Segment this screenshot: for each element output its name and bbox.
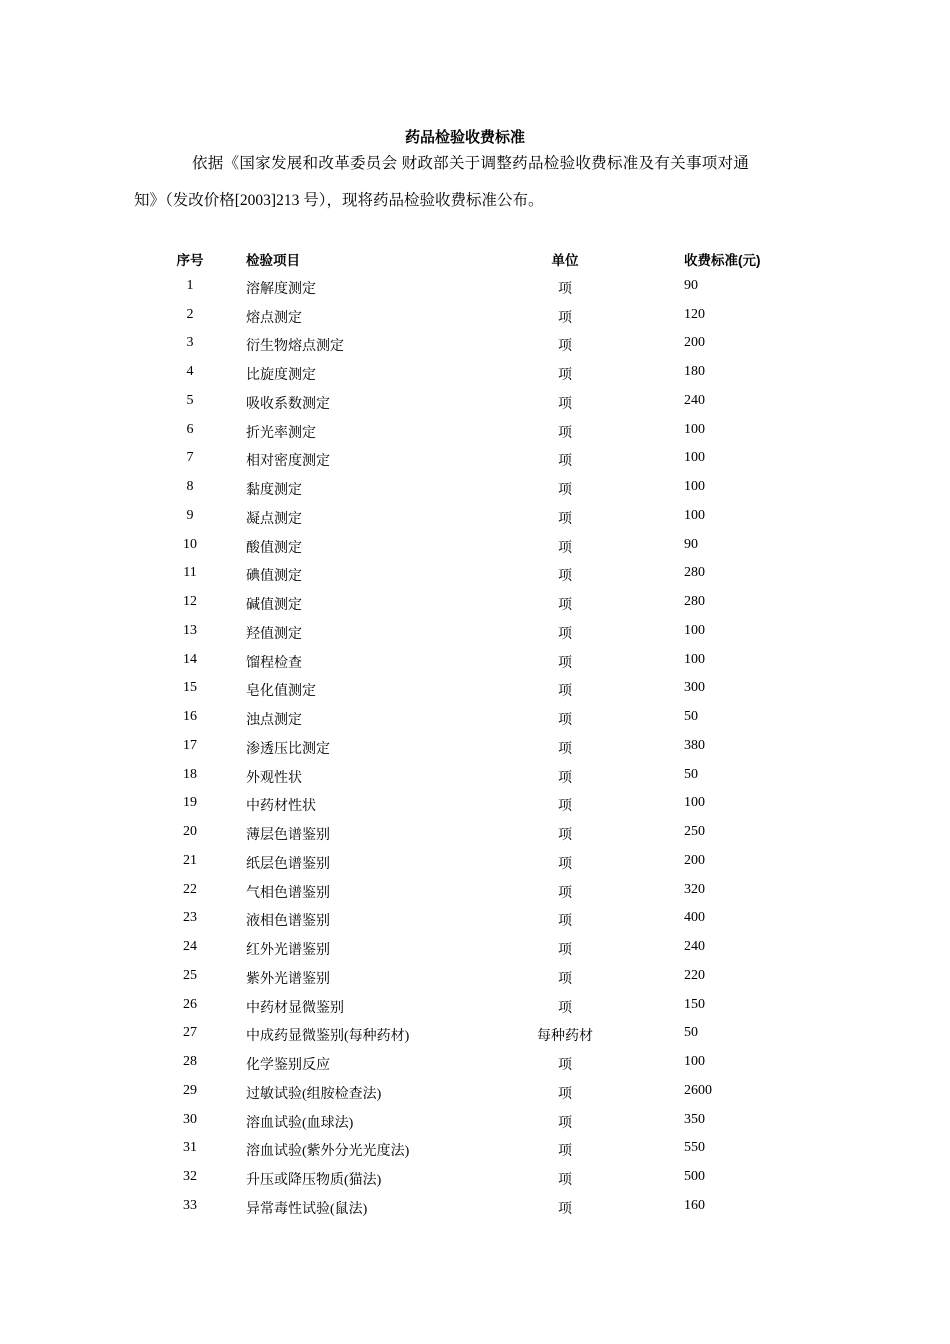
row-fee: 400 [684,910,705,926]
row-serial-number: 27 [183,1025,197,1041]
row-unit: 每种药材 [537,1029,593,1045]
row-fee: 180 [684,364,705,379]
table-row [0,964,950,993]
row-fee: 2600 [684,1082,712,1098]
row-serial-number: 29 [183,1082,197,1098]
row-unit: 项 [558,1000,572,1016]
row-unit: 项 [558,511,572,527]
row-unit: 项 [558,310,572,326]
table-row [0,734,950,763]
row-unit: 项 [558,1144,572,1160]
row-fee: 50 [684,709,698,724]
table-row [0,820,950,849]
row-test-item: 紫外光谱鉴别 [246,971,330,987]
intro-paragraph-line-2: 知》（发改价格[2003]213 号），现将药品检验收费标准公布。 [134,192,544,209]
row-serial-number: 30 [183,1111,197,1127]
row-test-item: 吸收系数测定 [246,396,330,412]
table-row [0,648,950,677]
row-serial-number: 5 [186,392,194,408]
row-fee: 200 [684,335,705,351]
row-test-item: 中药材显微鉴别 [246,1000,344,1016]
row-unit: 项 [558,885,572,901]
row-unit: 项 [558,914,572,930]
row-fee: 100 [684,479,705,494]
header-test-item: 检验项目 [246,253,300,269]
row-fee: 300 [684,680,705,696]
table-row [0,763,950,792]
row-serial-number: 9 [186,507,194,523]
header-serial-number: 序号 [176,253,204,269]
row-test-item: 纸层色谱鉴别 [246,856,330,872]
row-fee: 550 [684,1140,705,1156]
row-serial-number: 11 [183,565,197,581]
row-test-item: 液相色谱鉴别 [246,914,330,930]
row-serial-number: 4 [186,364,194,379]
row-fee: 280 [684,594,705,609]
row-test-item: 化学鉴别反应 [246,1058,330,1073]
table-row [0,791,950,820]
row-test-item: 中成药显微鉴别(每种药材) [246,1029,410,1045]
row-fee: 90 [684,536,698,552]
table-row [0,993,950,1022]
row-unit: 项 [558,339,572,355]
row-test-item: 凝点测定 [246,511,302,527]
row-test-item: 薄层色谱鉴别 [246,828,330,843]
row-serial-number: 21 [183,852,197,868]
row-serial-number: 12 [183,594,197,609]
row-serial-number: 33 [183,1197,197,1213]
row-serial-number: 17 [183,737,197,753]
row-serial-number: 20 [183,824,197,839]
row-serial-number: 8 [186,479,194,494]
row-unit: 项 [558,368,572,383]
row-serial-number: 25 [183,967,197,983]
row-test-item: 碱值测定 [246,598,302,613]
row-unit: 项 [558,856,572,872]
table-row [0,446,950,475]
row-fee: 100 [684,622,705,638]
header-unit: 单位 [551,253,579,269]
row-unit: 项 [558,454,572,470]
row-unit: 项 [558,1201,572,1217]
table-row [0,475,950,504]
table-row [0,389,950,418]
row-unit: 项 [558,569,572,585]
row-test-item: 碘值测定 [246,569,302,585]
row-unit: 项 [558,770,572,786]
table-row [0,849,950,878]
row-fee: 90 [684,277,698,293]
table-row [0,1165,950,1194]
row-test-item: 过敏试验(组胺检查法) [246,1086,382,1102]
row-serial-number: 2 [186,306,194,322]
row-test-item: 异常毒性试验(鼠法) [246,1201,368,1217]
row-test-item: 折光率测定 [246,425,316,441]
row-serial-number: 24 [183,939,197,954]
row-test-item: 溶血试验(紫外分光光度法) [246,1144,410,1160]
row-fee: 100 [684,795,705,811]
row-serial-number: 14 [183,651,197,667]
table-row [0,1108,950,1137]
row-serial-number: 19 [183,795,197,811]
row-test-item: 升压或降压物质(猫法) [246,1173,382,1188]
table-row [0,1021,950,1050]
row-fee: 240 [684,392,705,408]
row-unit: 项 [558,626,572,642]
row-test-item: 红外光谱鉴别 [246,943,330,958]
table-row [0,533,950,562]
table-header-row [0,245,950,274]
row-test-item: 酸值测定 [246,540,302,556]
row-serial-number: 31 [183,1140,197,1156]
row-serial-number: 22 [183,881,197,897]
row-test-item: 相对密度测定 [246,454,330,470]
table-row [0,331,950,360]
row-fee: 160 [684,1197,705,1213]
table-row [0,1194,950,1223]
row-fee: 100 [684,1054,705,1069]
row-unit: 项 [558,655,572,671]
fee-table [0,245,950,1223]
row-test-item: 衍生物熔点测定 [246,339,344,355]
row-unit: 项 [558,828,572,843]
table-body [0,274,950,1223]
row-test-item: 黏度测定 [246,483,302,498]
row-fee: 100 [684,421,705,437]
row-test-item: 气相色谱鉴别 [246,885,330,901]
row-fee: 100 [684,507,705,523]
row-serial-number: 1 [186,277,194,293]
table-row [0,1136,950,1165]
table-row [0,590,950,619]
row-unit: 项 [558,684,572,700]
row-serial-number: 13 [183,622,197,638]
row-fee: 120 [684,306,705,322]
row-fee: 150 [684,996,705,1012]
row-serial-number: 23 [183,910,197,926]
table-row [0,676,950,705]
row-unit: 项 [558,598,572,613]
row-test-item: 溶解度测定 [246,281,316,297]
table-row [0,418,950,447]
row-test-item: 渗透压比测定 [246,741,330,757]
table-row [0,1079,950,1108]
row-test-item: 中药材性状 [246,799,316,815]
table-row [0,705,950,734]
table-row [0,504,950,533]
row-unit: 项 [558,741,572,757]
row-serial-number: 3 [186,335,194,351]
row-fee: 280 [684,565,705,581]
row-unit: 项 [558,483,572,498]
row-test-item: 外观性状 [246,770,302,786]
row-unit: 项 [558,281,572,297]
row-test-item: 熔点测定 [246,310,302,326]
row-fee: 220 [684,967,705,983]
row-fee: 100 [684,450,705,466]
row-unit: 项 [558,425,572,441]
table-row [0,561,950,590]
header-fee-standard: 收费标准(元) [684,253,761,268]
row-unit: 项 [558,1173,572,1188]
table-row [0,906,950,935]
row-fee: 50 [684,766,698,782]
table-row [0,619,950,648]
row-test-item: 羟值测定 [246,626,302,642]
intro-paragraph-line-1: 依据《国家发展和改革委员会 财政部关于调整药品检验收费标准及有关事项对通 [192,155,750,172]
table-row [0,274,950,303]
row-serial-number: 6 [186,421,194,437]
row-test-item: 溶血试验(血球法) [246,1115,354,1131]
row-fee: 350 [684,1111,705,1127]
row-test-item: 比旋度测定 [246,368,316,383]
document-title: 药品检验收费标准 [404,128,525,146]
row-fee: 100 [684,651,705,667]
row-serial-number: 10 [183,536,197,552]
row-serial-number: 15 [183,680,197,696]
row-unit: 项 [558,1058,572,1073]
row-fee: 200 [684,852,705,868]
table-row [0,1050,950,1079]
row-serial-number: 32 [183,1169,197,1184]
row-fee: 250 [684,824,705,839]
row-serial-number: 26 [183,996,197,1012]
row-unit: 项 [558,540,572,556]
row-unit: 项 [558,713,572,728]
table-row [0,303,950,332]
row-unit: 项 [558,971,572,987]
row-serial-number: 18 [183,766,197,782]
row-fee: 50 [684,1025,698,1041]
row-serial-number: 7 [186,450,194,466]
row-unit: 项 [558,799,572,815]
row-unit: 项 [558,1086,572,1102]
row-unit: 项 [558,943,572,958]
row-serial-number: 28 [183,1054,197,1069]
row-test-item: 皂化值测定 [246,684,316,700]
row-serial-number: 16 [183,709,197,724]
table-row [0,935,950,964]
row-fee: 500 [684,1169,705,1184]
row-test-item: 浊点测定 [246,713,302,728]
row-unit: 项 [558,1115,572,1131]
row-fee: 240 [684,939,705,954]
row-test-item: 馏程检查 [246,655,302,671]
table-row [0,878,950,907]
row-fee: 380 [684,737,705,753]
row-fee: 320 [684,881,705,897]
row-unit: 项 [558,396,572,412]
table-row [0,360,950,389]
